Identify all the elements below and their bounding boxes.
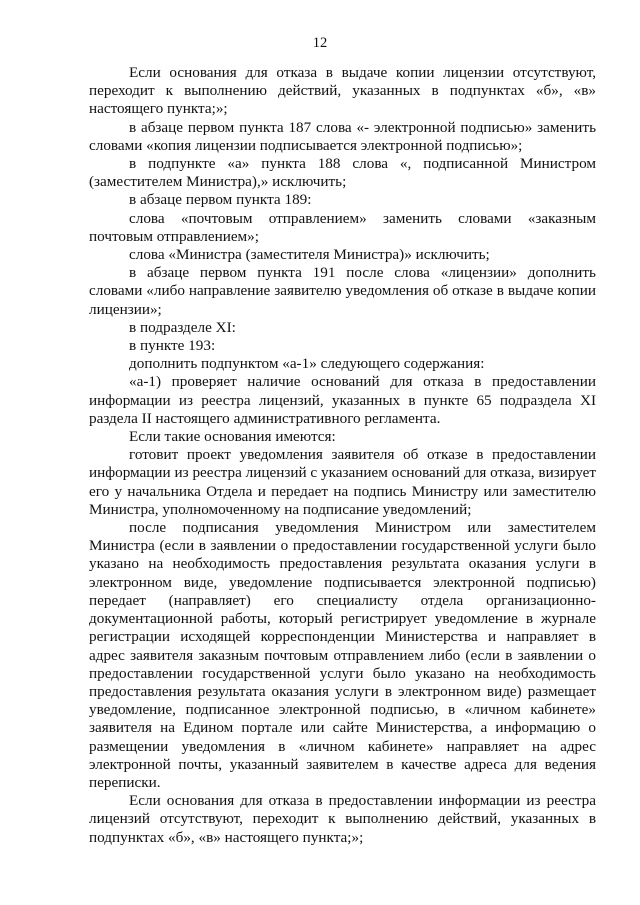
document-body (89, 64, 596, 847)
paragraph-9: в пункте 193: (129, 337, 216, 355)
paragraph-2: в абзаце первом пункта 187 слова «- электронной подписью» заменить словами «копия лицензии подписывается электронной подписью»; (89, 118, 596, 154)
paragraph-5: слова «почтовым отправлением» заменить словами «заказным почтовым отправлением»; (89, 209, 596, 245)
paragraph-1: Если основания для отказа в выдаче копии лицензии отсутствуют, переходит к выполнению действий, указанных в подпунктах «б», «в» настоящего пункта;»; (89, 64, 596, 118)
paragraph-8: в подразделе XI: (129, 318, 236, 336)
paragraph-3: в подпункте «а» пункта 188 слова «, подписанной Министром (заместителем Министра),» исключить; (89, 155, 596, 191)
paragraph-15: Если основания для отказа в предоставлении информации из реестра лицензий отсутствуют, переходит к выполнению действий, указанных в подпунктах «б», «в» настоящего пункта;»; (89, 792, 596, 846)
paragraph-4: в абзаце первом пункта 189: (129, 191, 312, 209)
paragraph-10: дополнить подпунктом «а-1» следующего содержания: (129, 355, 485, 373)
paragraph-7: в абзаце первом пункта 191 после слова «лицензии» дополнить словами «либо направление заявителю уведомления об отказе в выдаче копии лицензии»; (89, 264, 596, 318)
paragraph-6: слова «Министра (заместителя Министра)» исключить; (129, 246, 490, 264)
paragraph-11: «а-1) проверяет наличие оснований для отказа в предоставлении информации из реестра лицензий, указанных в пункте 65 подраздела XI раздела II настоящего административного регламента. (89, 373, 596, 427)
paragraph-14: после подписания уведомления Министром или заместителем Министра (если в заявлении о предоставлении государственной услуги было указано на необходимость предоставления результата оказания услуги в электронном виде, уведомление подписывается электронной подписью) передает (направляет) его специалисту отдела организационно-документационной работы, который регистрирует уведомление в журнале регистрации исходящей корреспонденции Министерства и направляет в адрес заявителя заказным почтовым отправлением либо (если в заявлении о предоставлении государственной услуги было указано на необходимость предоставления результата оказания услуги в электронном виде) размещает уведомление, подписанное электронной подписью, в «личном кабинете» заявителя на Едином портале или сайте Министерства, а информацию о размещении уведомления в «личном кабинете» направляет на адрес электронной почты, указанный заявителем в качестве адреса для ведения переписки. (89, 519, 596, 791)
paragraph-13: готовит проект уведомления заявителя об отказе в предоставлении информации из реестра лицензий с указанием оснований для отказа, визирует его у начальника Отдела и передает на подпись Министру или заместителю Министра, уполномоченному на подписание уведомлений; (89, 446, 596, 518)
paragraph-12: Если такие основания имеются: (129, 428, 336, 446)
page-number: 12 (312, 35, 328, 51)
